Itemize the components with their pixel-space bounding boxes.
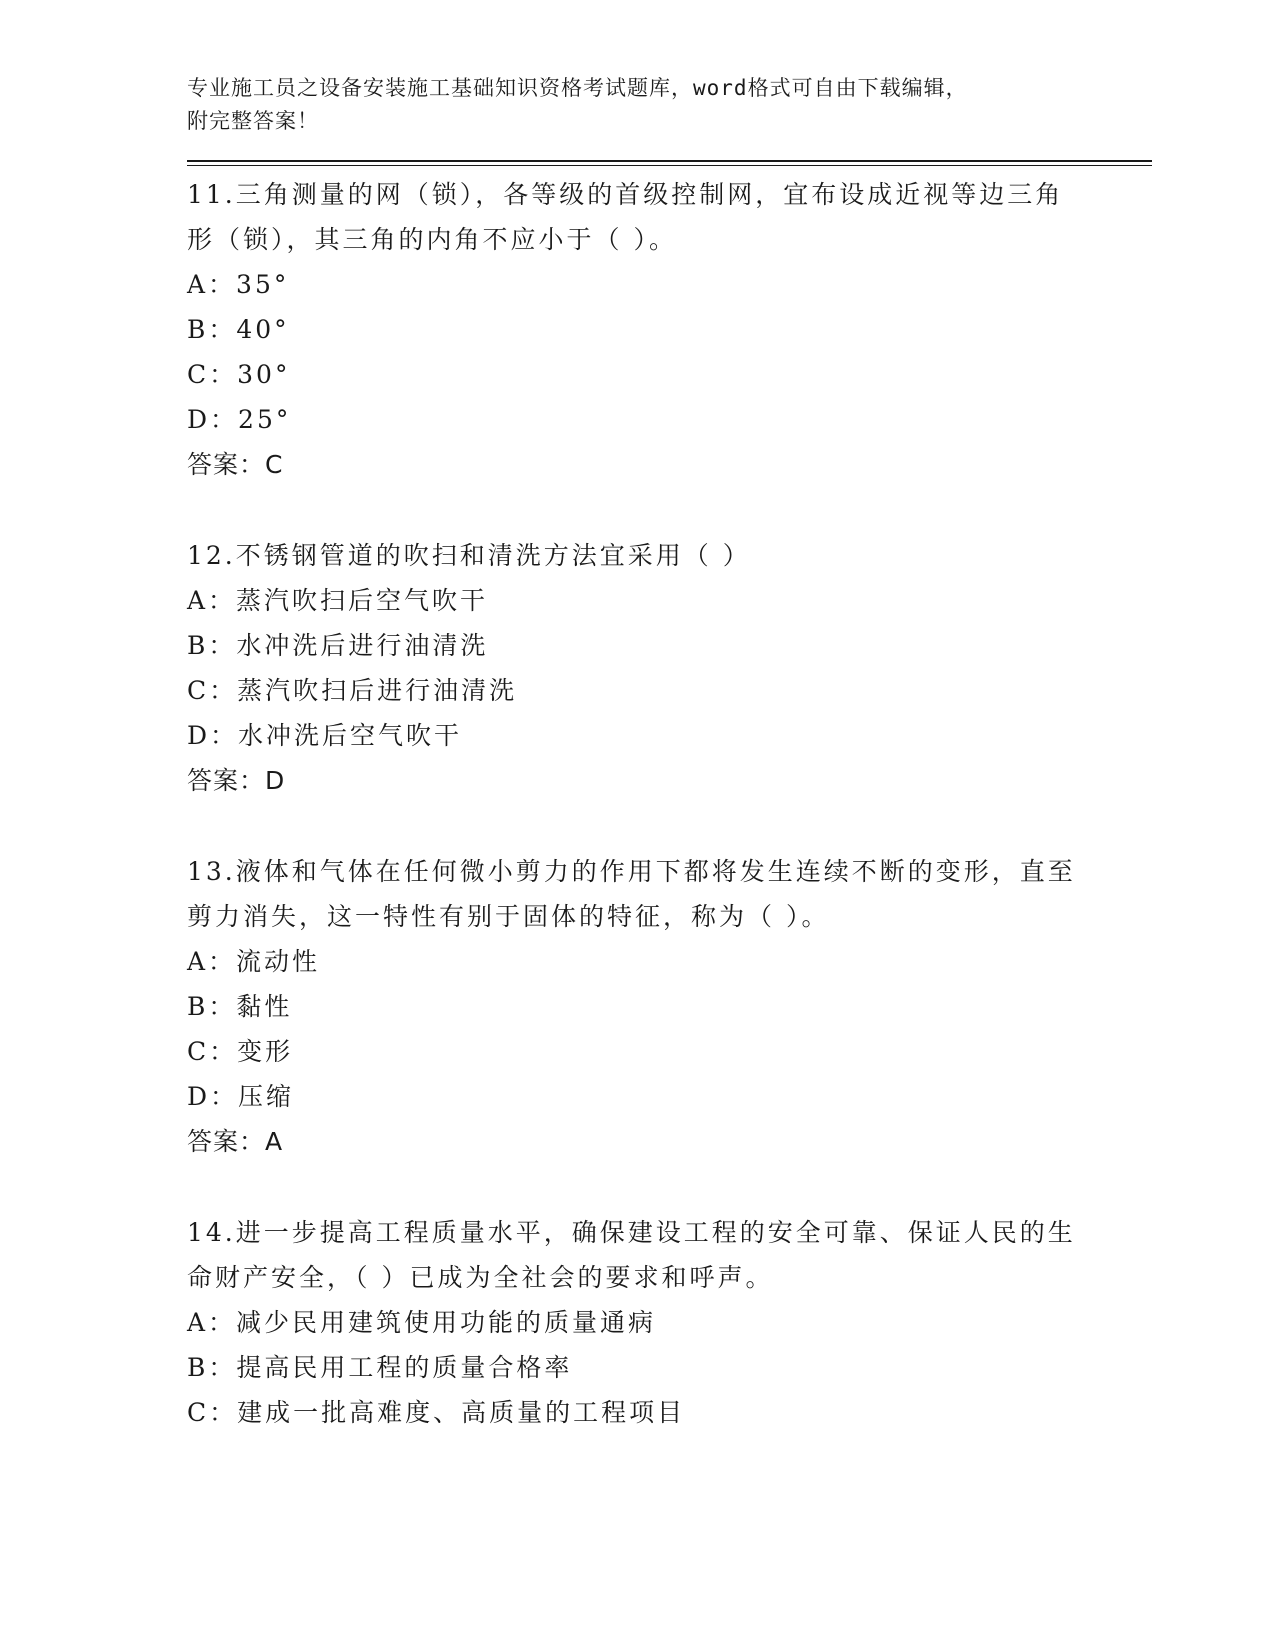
header-line-2: 附完整答案！ (187, 109, 319, 133)
option-a: A：减少民用建筑使用功能的质量通病 (187, 1308, 657, 1337)
document-page (187, 72, 1152, 1481)
answer-line: 答案：D (187, 766, 286, 795)
question-14 (187, 1210, 1152, 1435)
option-a: A：流动性 (187, 947, 321, 976)
option-c: C：建成一批高难度、高质量的工程项目 (187, 1398, 686, 1427)
question-stem: 12.不锈钢管道的吹扫和清洗方法宜采用（ ） (187, 541, 751, 570)
question-stem: 13.液体和气体在任何微小剪力的作用下都将发生连续不断的变形，直至剪力消失，这一特性有别于固体的特征，称为（ ）。 (187, 857, 1076, 931)
question-list (187, 172, 1152, 1435)
option-d: D：压缩 (187, 1082, 295, 1111)
answer-line: 答案：C (187, 450, 284, 479)
question-stem: 14.进一步提高工程质量水平，确保建设工程的安全可靠、保证人民的生命财产安全，（ ）已成为全社会的要求和呼声。 (187, 1218, 1076, 1292)
header-line-1: 专业施工员之设备安装施工基础知识资格考试题库，word格式可自由下载编辑， (187, 76, 968, 100)
option-d: D：25° (187, 405, 292, 434)
option-b: B：提高民用工程的质量合格率 (187, 1353, 573, 1382)
question-stem: 11.三角测量的网（锁），各等级的首级控制网，宜布设成近视等边三角形（锁），其三角的内角不应小于（ ）。 (187, 180, 1064, 254)
question-11 (187, 172, 1152, 487)
option-c: C：蒸汽吹扫后进行油清洗 (187, 676, 518, 705)
option-a: A：蒸汽吹扫后空气吹干 (187, 586, 489, 615)
option-b: B：水冲洗后进行油清洗 (187, 631, 489, 660)
header-divider (187, 160, 1152, 166)
option-b: B：40° (187, 315, 290, 344)
document-header (187, 72, 1067, 138)
question-13 (187, 849, 1152, 1164)
option-b: B：黏性 (187, 992, 293, 1021)
option-c: C：30° (187, 360, 291, 389)
option-a: A：35° (187, 270, 290, 299)
option-d: D：水冲洗后空气吹干 (187, 721, 463, 750)
question-12 (187, 533, 1152, 803)
answer-line: 答案：A (187, 1127, 284, 1156)
option-c: C：变形 (187, 1037, 294, 1066)
